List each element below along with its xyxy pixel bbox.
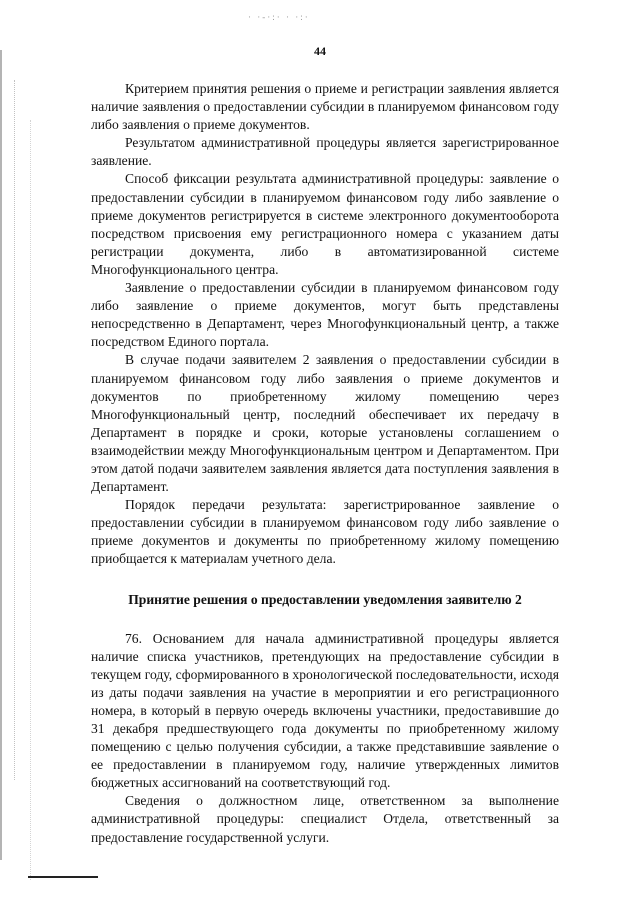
scan-edge-dots-inner	[30, 120, 31, 880]
scan-noise: · ·-·:· · ·:·	[248, 12, 310, 22]
document-body	[91, 80, 559, 847]
section-heading: Принятие решения о предоставлении уведомления заявителю 2	[128, 591, 522, 607]
paragraph: Критерием принятия решения о приеме и регистрации заявления является наличие заявления о предоставлении субсидии в планируемом финансовом году либо заявления о приеме документов.	[91, 81, 559, 133]
paragraph: Способ фиксации результата административной процедуры: заявление о предоставлении субсидии в планируемом финансовом году либо заявление о приеме документов регистрируется в системе электронного документооборота посредством присвоения ему регистрационного номера с указанием даты регистрации документа, либо в автоматизированной системе Многофункционального центра.	[91, 171, 559, 277]
paragraph: 76. Основанием для начала административной процедуры является наличие списка участников, претендующих на предоставление субсидии в текущем году, сформированного в хронологической последовательности, исходя из даты подачи заявления на участие в мероприятии и его регистрационного номера, в который в первую очередь включены участники, предоставившие до 31 декабря предшествующего года документы по приобретенному жилому помещению с целью получения субсидии, а также представившие заявление о ее предоставлении в планируемом году, наличие утвержденных лимитов бюджетных ассигнований на соответствующий год.	[91, 630, 559, 791]
paragraph: Порядок передачи результата: зарегистрированное заявление о предоставлении субсидии в планируемом финансовом году либо заявление о приеме документов и документы по приобретенному жилому помещению приобщается к материалам учетного дела.	[91, 497, 559, 567]
paragraph: В случае подачи заявителем 2 заявления о предоставлении субсидии в планируемом финансовом году либо заявления о приеме документов и документов по приобретенному жилому помещению через Многофункциональный центр, последний обеспечивает их передачу в Департамент в порядке и сроки, которые установлены соглашением о взаимодействии между Многофункциональным центром и Департаментом. При этом датой подачи заявителем заявления является дата поступления заявления в Департамент.	[91, 352, 559, 495]
paragraph: Сведения о должностном лице, ответственном за выполнение административной процедуры: специалист Отдела, ответственный за предоставление государственной услуги.	[91, 793, 559, 845]
footer-rule	[28, 876, 98, 878]
scan-edge-dots	[14, 80, 15, 780]
scan-edge-shadow	[0, 50, 8, 860]
paragraph: Заявление о предоставлении субсидии в планируемом финансовом году либо заявление о приеме документов, могут быть представлены непосредственно в Департамент, через Многофункциональный центр, а также посредством Единого портала.	[91, 280, 559, 350]
page-number: 44	[314, 44, 326, 58]
paragraph: Результатом административной процедуры является зарегистрированное заявление.	[91, 135, 559, 169]
